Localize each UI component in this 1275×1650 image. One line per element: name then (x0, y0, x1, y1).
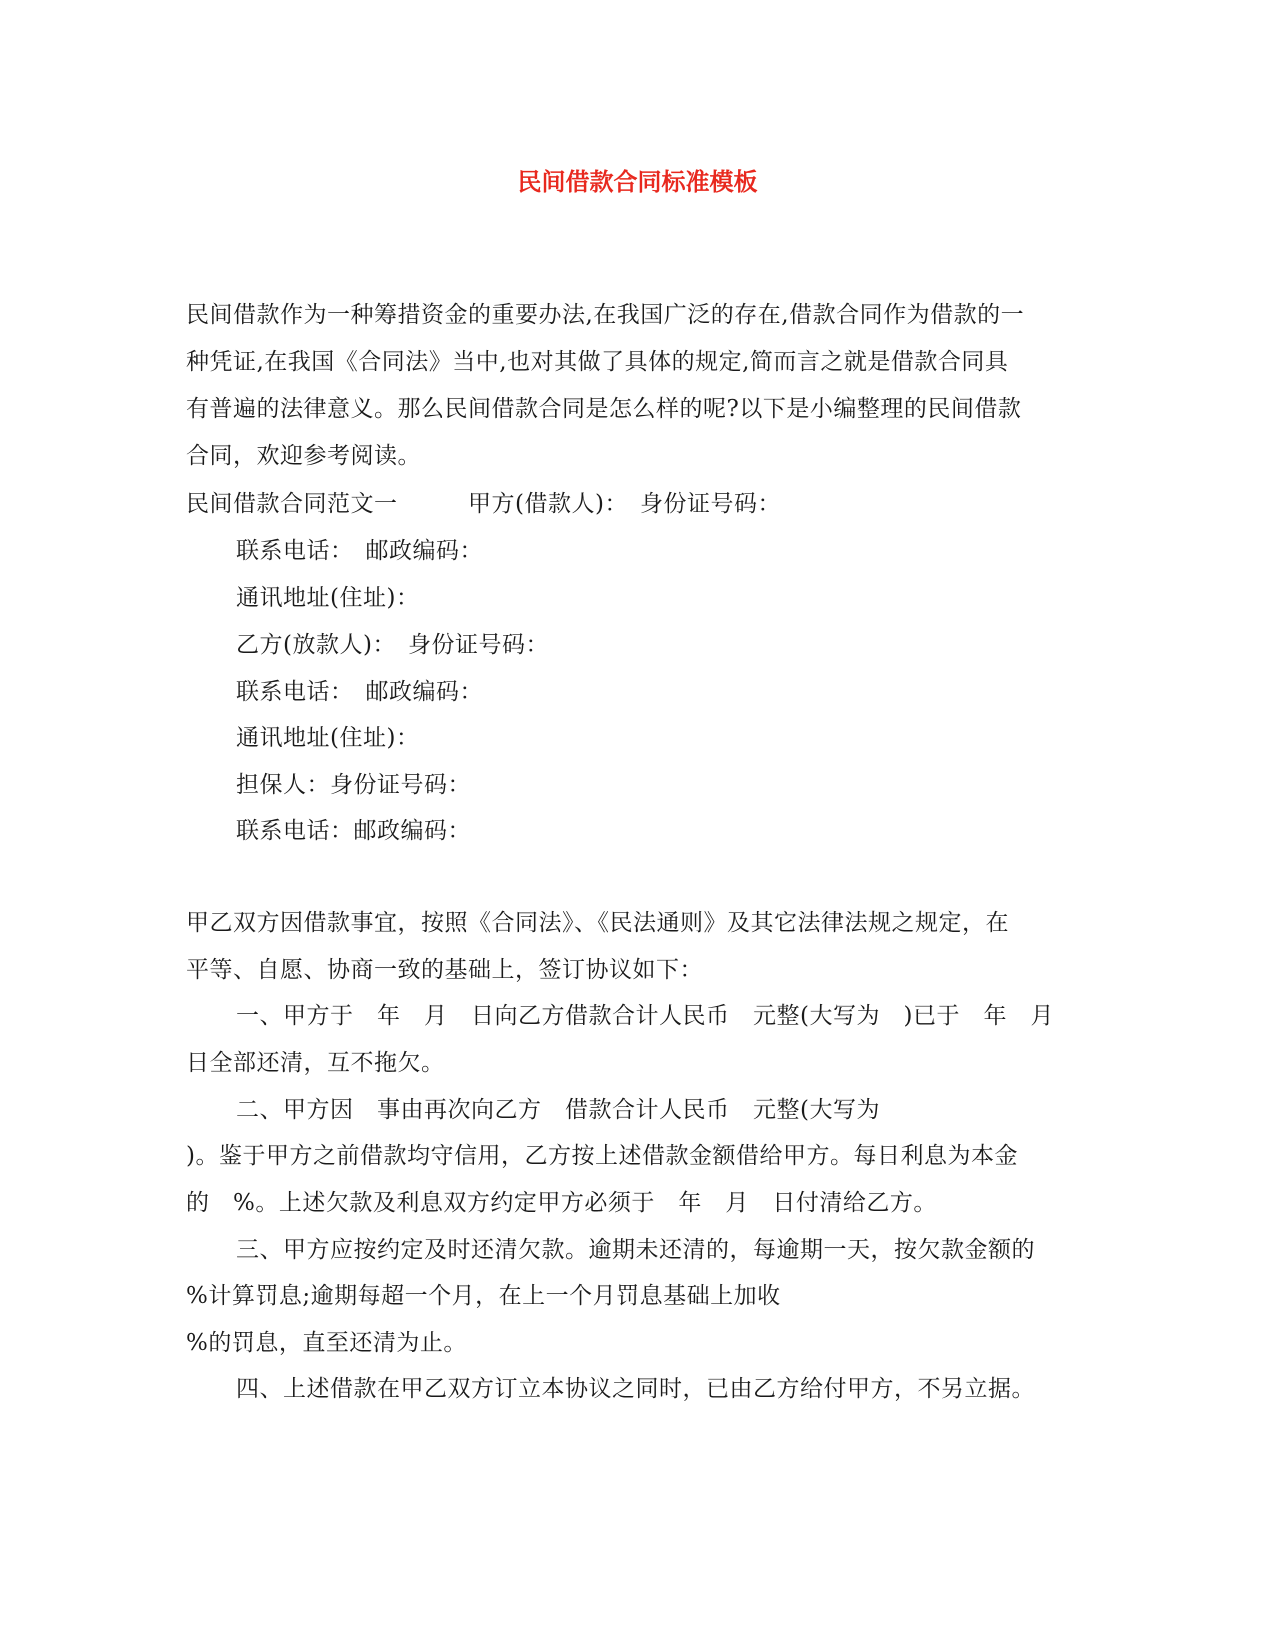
clause-3-line: 三、甲方应按约定及时还清欠款。逾期未还清的，每逾期一天，按欠款金额的 (236, 1237, 1035, 1263)
clause-1-line: 日全部还清，互不拖欠。 (186, 1050, 445, 1076)
clause-3-line: %的罚息，直至还清为止。 (186, 1330, 467, 1356)
party-field: 联系电话： 邮政编码： (236, 679, 483, 705)
clause-2-line: 的 %。上述欠款及利息双方约定甲方必须于 年 月 日付清给乙方。 (186, 1190, 937, 1216)
intro-line: 种凭证,在我国《合同法》当中,也对其做了具体的规定,简而言之就是借款合同具 (186, 349, 1009, 375)
intro-line: 合同，欢迎参考阅读。 (186, 443, 421, 469)
clause-1-line: 一、甲方于 年 月 日向乙方借款合计人民币 元整(大写为 )已于 年 月 (236, 1003, 1054, 1029)
party-field: 乙方(放款人)： 身份证号码： (236, 632, 549, 658)
preamble-line: 平等、自愿、协商一致的基础上，签订协议如下： (186, 957, 703, 983)
clause-3-line: %计算罚息;逾期每超一个月，在上一个月罚息基础上加收 (186, 1283, 781, 1309)
intro-line: 有普遍的法律意义。那么民间借款合同是怎么样的呢?以下是小编整理的民间借款 (186, 396, 1022, 422)
party-field: 联系电话：邮政编码： (236, 818, 471, 844)
clause-2-line: 二、甲方因 事由再次向乙方 借款合计人民币 元整(大写为 (236, 1097, 880, 1123)
intro-line: 民间借款作为一种筹措资金的重要办法,在我国广泛的存在,借款合同作为借款的一 (186, 302, 1025, 328)
preamble-line: 甲乙双方因借款事宜，按照《合同法》、《民法通则》及其它法律法规之规定，在 (186, 910, 1009, 936)
party-field: 通讯地址(住址)： (236, 585, 420, 611)
sample-heading: 民间借款合同范文一 甲方(借款人)： 身份证号码： (186, 491, 781, 517)
party-field: 担保人：身份证号码： (236, 772, 471, 798)
party-field: 通讯地址(住址)： (236, 725, 420, 751)
document-title: 民间借款合同标准模板 (517, 168, 758, 196)
clause-2-line: )。鉴于甲方之前借款均守信用，乙方按上述借款金额借给甲方。每日利息为本金 (186, 1143, 1018, 1169)
clause-4-line: 四、上述借款在甲乙双方订立本协议之同时，已由乙方给付甲方，不另立据。 (236, 1376, 1035, 1402)
party-field: 联系电话： 邮政编码： (236, 538, 483, 564)
